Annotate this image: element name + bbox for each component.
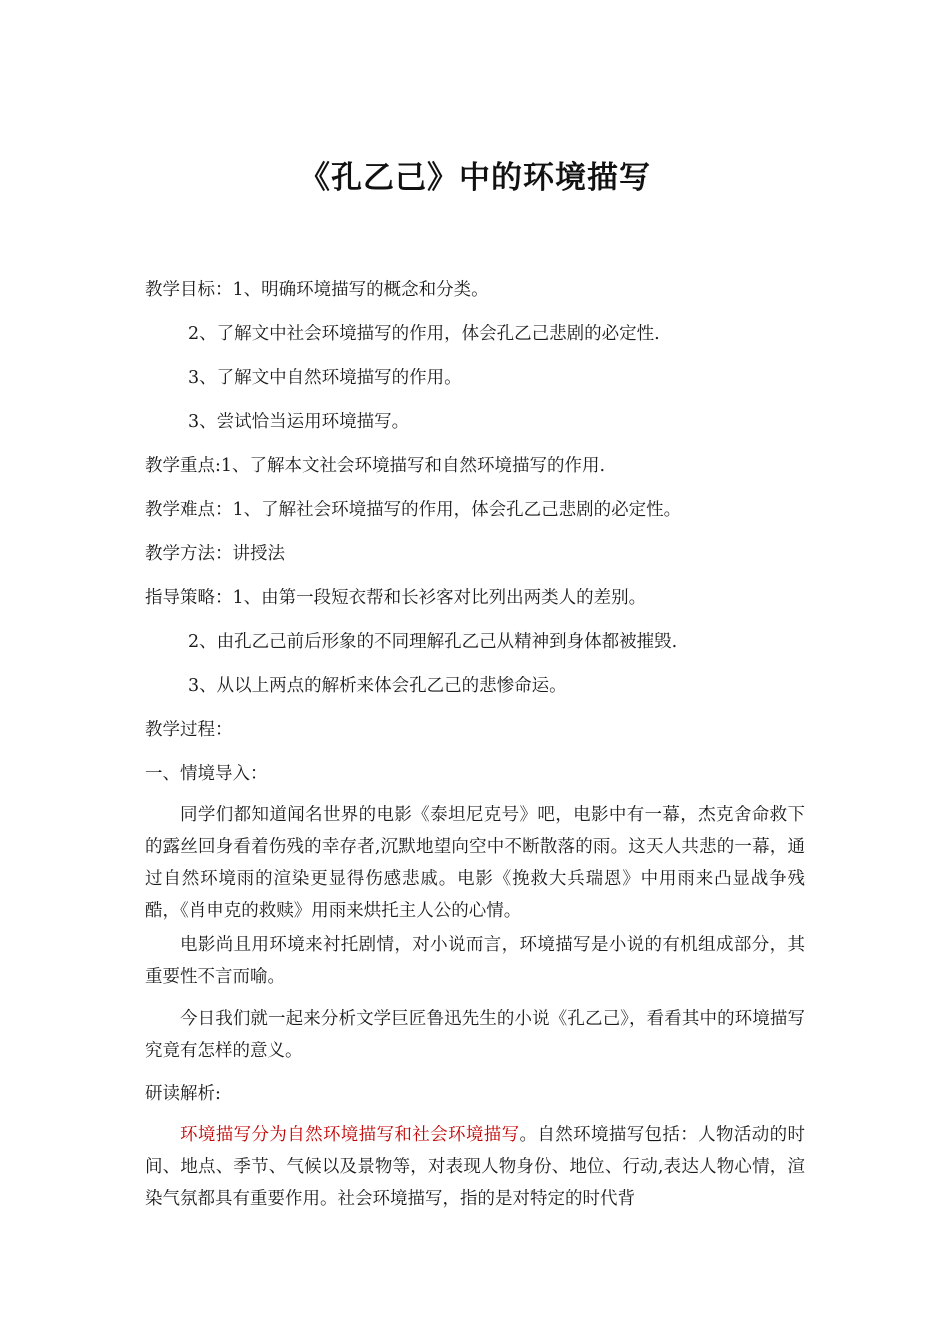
teaching-focus-line: 教学重点:1、了解本文社会环境描写和自然环境描写的作用. (145, 456, 606, 476)
section-heading: 一、情境导入： (145, 764, 268, 784)
strategy-item: 1、由第一段短衣帮和长衫客对比列出两类人的差别。 (232, 588, 647, 608)
teaching-goal-item: 1、明确环境描写的概念和分类。 (232, 280, 489, 300)
strategy-item: 2、由孔乙己前后形象的不同理解孔乙己从精神到身体都被摧毁. (188, 632, 678, 652)
document-title: 《孔乙己》中的环境描写 (299, 160, 651, 196)
teaching-goals-line (145, 277, 489, 303)
strategy-item: 3、从以上两点的解析来体会孔乙己的悲惨命运。 (188, 676, 567, 696)
intro-paragraph: 电影尚且用环境来衬托剧情，对小说而言，环境描写是小说的有机组成部分，其重要性不言而喻。 (145, 935, 805, 987)
teaching-process-heading: 教学过程： (145, 720, 233, 740)
analysis-text: 。自然环境描写包括：人物活动的时间、地点、季节、气候以及景物等，对表现人物身份、地位、行动,表达人物心情，渲染气氛都具有重要作用。社会环境描写，指的是对特定的时代背 (145, 1125, 805, 1209)
intro-paragraph: 今日我们就一起来分析文学巨匠鲁迅先生的小说《孔乙己》，看看其中的环境描写究竟有怎样的意义。 (145, 1009, 805, 1061)
strategy-label: 指导策略： (145, 588, 233, 608)
strategy-line (145, 585, 646, 611)
teaching-goal-item: 3、尝试恰当运用环境描写。 (188, 412, 410, 432)
teaching-method-line: 教学方法：讲授法 (145, 544, 285, 564)
teaching-goal-item: 2、了解文中社会环境描写的作用，体会孔乙己悲剧的必定性. (188, 324, 660, 344)
teaching-goal-item: 3、了解文中自然环境描写的作用。 (188, 368, 462, 388)
highlighted-definition: 环境描写分为自然环境描写和社会环境描写 (180, 1125, 520, 1145)
teaching-goals-label: 教学目标： (145, 280, 233, 300)
intro-paragraph: 同学们都知道闻名世界的电影《泰坦尼克号》吧，电影中有一幕，杰克舍命救下的露丝回身看着伤残的幸存者,沉默地望向空中不断散落的雨。这天人共悲的一幕，通过自然环境雨的渲染更显得伤感悲戚。电影《挽救大兵瑞恩》中用雨来凸显战争残酷，《肖申克的救赎》用雨来烘托主人公的心情。 (145, 805, 805, 921)
teaching-difficulty-line: 教学难点：1、了解社会环境描写的作用，体会孔乙己悲剧的必定性。 (145, 500, 682, 520)
study-analysis-heading: 研读解析: (145, 1084, 221, 1104)
analysis-paragraph (145, 1119, 805, 1215)
